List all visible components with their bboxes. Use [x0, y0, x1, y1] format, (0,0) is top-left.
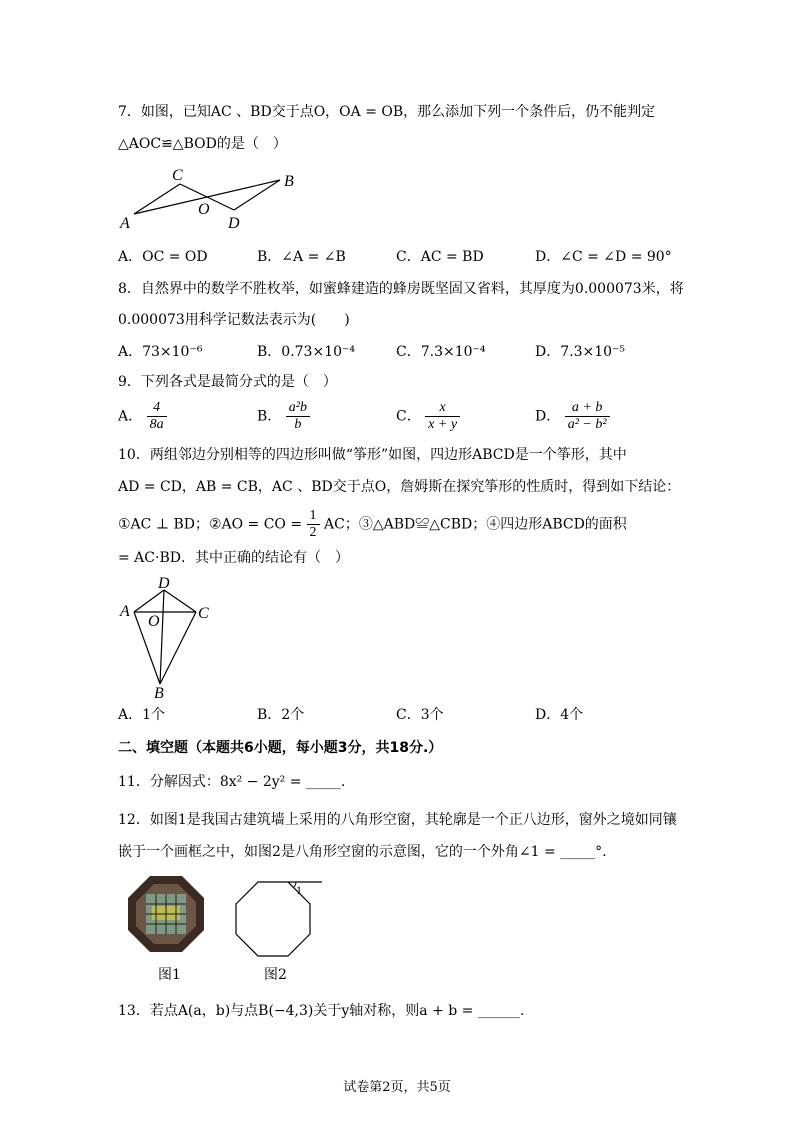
figure-2-caption: 图2 [264, 967, 287, 983]
q7-option-a: A．OC = OD [118, 249, 208, 265]
q9-option-d [535, 400, 610, 433]
q10-figure [112, 572, 222, 702]
page-footer: 试卷第2页，共5页 [343, 1080, 451, 1095]
q12-stem-line1: 12．如图1是我国古建筑墙上采用的八角形空窗，其轮廓是一个正八边形，窗外之境如同镶 [118, 812, 677, 828]
q9-option-a-label: A． [118, 408, 143, 425]
q11-stem: 11．分解因式：8x² − 2y² = _____. [118, 774, 346, 790]
q10-label-o: O [148, 613, 160, 630]
q10-option-b: B．2个 [257, 707, 305, 723]
q9-c-numerator: x [425, 400, 460, 417]
q7-option-b: B．∠A = ∠B [257, 249, 346, 265]
q9-option-d-fraction [565, 400, 610, 433]
q9-c-denominator: x + y [428, 417, 458, 432]
q8-option-a: A．73×10⁻⁶ [118, 344, 203, 360]
section-2-heading: 二、填空题（本题共6小题，每小题3分，共18分.） [118, 740, 443, 756]
q10-stem-line3-a: ①AC ⊥ BD；②AO = CO = [118, 516, 303, 533]
q9-option-c-label: C． [396, 408, 421, 425]
q8-option-b: B．0.73×10⁻⁴ [257, 344, 356, 360]
q9-d-numerator: a + b [565, 400, 610, 417]
q10-half-numerator: 1 [307, 508, 320, 525]
q7-stem-line1: 7．如图，已知AC 、BD交于点O，OA = OB，那么添加下列一个条件后，仍不能判定 [118, 104, 656, 120]
q9-d-denominator: a² − b² [567, 417, 607, 432]
q9-b-denominator: b [294, 417, 302, 432]
q9-option-b-label: B． [257, 408, 282, 425]
q10-option-c: C．3个 [396, 707, 444, 723]
q9-b-numerator: a²b [286, 400, 310, 417]
q10-option-a: A．1个 [118, 707, 166, 723]
q10-stem-line1: 10．两组邻边分别相等的四边形叫做“筝形”如图，四边形ABCD是一个筝形，其中 [118, 447, 627, 463]
q9-stem: 9．下列各式是最简分式的是（ ） [118, 374, 337, 390]
q9-option-a [118, 400, 167, 433]
q10-label-c: C [198, 605, 209, 622]
q7-label-b: B [284, 173, 294, 190]
q7-label-a: A [120, 215, 130, 232]
q10-stem-line4: = AC·BD．其中正确的结论有（ ） [118, 550, 349, 566]
figure-1-caption: 图1 [158, 967, 181, 983]
q10-label-d: D [158, 575, 170, 592]
q9-option-d-label: D． [535, 408, 561, 425]
q10-half-fraction [307, 508, 320, 541]
q10-stem-line3-b: AC；③△ABD≌△CBD；④四边形ABCD的面积 [324, 516, 627, 533]
q9-option-a-fraction [147, 400, 167, 433]
q12-stem-line2: 嵌于一个画框之中，如图2是八角形空窗的示意图，它的一个外角∠1 = _____°. [118, 844, 607, 860]
q8-stem-line2: 0.000073用科学记数法表示为( ) [118, 312, 350, 328]
octagon-diagram [232, 878, 326, 958]
q10-option-d: D．4个 [535, 707, 584, 723]
q7-figure [112, 162, 312, 234]
q10-label-a: A [120, 603, 130, 620]
q7-option-d: D．∠C = ∠D = 90° [535, 249, 672, 265]
q13-stem: 13．若点A(a，b)与点B(−4,3)关于y轴对称，则a + b = ______. [118, 1003, 525, 1019]
q9-a-denominator: 8a [149, 417, 164, 432]
q7-label-d: D [228, 215, 240, 232]
q7-option-c: C．AC = BD [396, 249, 484, 265]
q7-stem-line2: △AOC≌△BOD的是（ ） [118, 136, 287, 152]
q9-option-b [257, 400, 310, 433]
q9-a-numerator: 4 [147, 400, 167, 417]
octagon-window-image [126, 874, 206, 954]
q10-stem-line3 [118, 508, 627, 541]
q9-option-c-fraction [425, 400, 460, 433]
q7-label-o: O [198, 201, 210, 218]
q10-label-b: B [154, 685, 164, 702]
q9-option-b-fraction [286, 400, 310, 433]
q8-stem-line1: 8．自然界中的数学不胜枚举，如蜜蜂建造的蜂房既坚固又省料，其厚度为0.000073米，将 [118, 281, 684, 297]
q10-half-denominator: 2 [309, 525, 317, 540]
q9-option-c [396, 400, 460, 433]
q7-label-c: C [172, 167, 183, 184]
q8-option-c: C．7.3×10⁻⁴ [396, 344, 486, 360]
q8-option-d: D．7.3×10⁻⁵ [535, 344, 626, 360]
angle-1-label: 1 [296, 883, 302, 897]
q10-stem-line2: AD = CD，AB = CB，AC 、BD交于点O，詹姆斯在探究筝形的性质时，得到如下结论： [118, 479, 681, 495]
